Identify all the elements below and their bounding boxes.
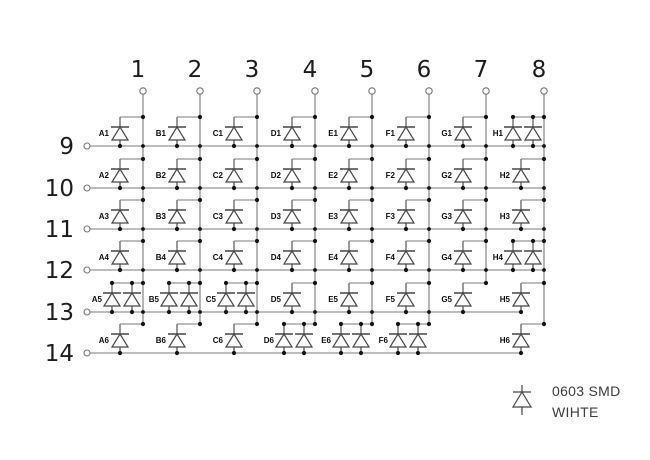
diode-triangle: [525, 127, 541, 140]
junction-dot: [290, 227, 294, 231]
junction-dot: [531, 144, 535, 148]
junction-dot: [370, 186, 374, 190]
cell-label-E4: E4: [328, 253, 338, 262]
junction-dot: [511, 144, 515, 148]
diode-triangle: [455, 210, 471, 223]
junction-dot: [313, 198, 317, 202]
junction-dot: [370, 144, 374, 148]
diode-triangle: [390, 334, 406, 347]
junction-dot: [511, 115, 515, 119]
junction-dot: [347, 268, 351, 272]
junction-dot: [224, 281, 228, 285]
junction-dot: [347, 186, 351, 190]
junction-dot: [370, 157, 374, 161]
junction-dot: [370, 310, 374, 314]
legend-part-number: 0603 SMD: [552, 383, 621, 399]
junction-dot: [110, 281, 114, 285]
diode-triangle: [513, 210, 529, 223]
cell-label-D5: D5: [270, 295, 281, 304]
junction-dot: [118, 268, 122, 272]
junction-dot: [370, 268, 374, 272]
cell-label-G4: G4: [441, 253, 452, 262]
junction-dot: [359, 351, 363, 355]
junction-dot: [339, 351, 343, 355]
junction-dot: [141, 157, 145, 161]
junction-dot: [427, 268, 431, 272]
junction-dot: [244, 310, 248, 314]
junction-dot: [232, 268, 236, 272]
junction-dot: [255, 322, 259, 326]
cell-label-E6: E6: [321, 336, 331, 345]
junction-dot: [347, 144, 351, 148]
junction-dot: [461, 144, 465, 148]
junction-dot: [255, 281, 259, 285]
junction-dot: [224, 310, 228, 314]
diode-triangle: [513, 293, 529, 306]
junction-dot: [461, 310, 465, 314]
junction-dot: [141, 322, 145, 326]
junction-dot: [255, 239, 259, 243]
diode-triangle: [112, 127, 128, 140]
diode-triangle: [284, 293, 300, 306]
row-pin-number: 12: [44, 258, 74, 284]
junction-dot: [484, 115, 488, 119]
junction-dot: [141, 281, 145, 285]
column-pin-number: 7: [473, 57, 489, 83]
row-terminal: [84, 350, 90, 356]
junction-dot: [167, 310, 171, 314]
junction-dot: [130, 281, 134, 285]
junction-dot: [542, 198, 546, 202]
junction-dot: [232, 351, 236, 355]
junction-dot: [290, 268, 294, 272]
diode-triangle: [226, 334, 242, 347]
diode-triangle: [410, 334, 426, 347]
junction-dot: [313, 227, 317, 231]
junction-dot: [370, 281, 374, 285]
cell-label-E3: E3: [328, 212, 338, 221]
junction-dot: [175, 186, 179, 190]
row-pin-number: 10: [44, 176, 74, 202]
column-pin-number: 5: [359, 57, 375, 83]
junction-dot: [198, 227, 202, 231]
junction-dot: [313, 157, 317, 161]
row-pin-number: 14: [44, 341, 74, 367]
diode-triangle: [169, 169, 185, 182]
junction-dot: [370, 115, 374, 119]
diode-triangle: [353, 334, 369, 347]
diode-symbol-icon: [503, 384, 541, 420]
junction-dot: [118, 144, 122, 148]
cell-label-A4: A4: [98, 253, 109, 262]
diode-triangle: [525, 251, 541, 264]
cell-label-H2: H2: [499, 171, 510, 180]
diode-triangle: [296, 334, 312, 347]
cell-label-B2: B2: [155, 171, 166, 180]
column-pin-number: 4: [302, 57, 318, 83]
diode-triangle: [455, 251, 471, 264]
column-terminal: [369, 88, 375, 94]
diode-triangle: [341, 127, 357, 140]
junction-dot: [519, 186, 523, 190]
legend-color-label: WIHTE: [552, 404, 599, 420]
diode-triangle: [455, 127, 471, 140]
junction-dot: [404, 268, 408, 272]
junction-dot: [198, 157, 202, 161]
junction-dot: [175, 268, 179, 272]
diode-triangle: [505, 127, 521, 140]
column-pin-number: 2: [187, 57, 203, 83]
junction-dot: [255, 144, 259, 148]
junction-dot: [141, 239, 145, 243]
junction-dot: [255, 268, 259, 272]
cell-label-G5: G5: [441, 295, 452, 304]
column-terminal: [426, 88, 432, 94]
junction-dot: [484, 281, 488, 285]
junction-dot: [313, 115, 317, 119]
diode-triangle: [341, 293, 357, 306]
junction-dot: [427, 198, 431, 202]
junction-dot: [542, 157, 546, 161]
diode-triangle: [513, 169, 529, 182]
junction-dot: [244, 281, 248, 285]
junction-dot: [255, 186, 259, 190]
diode-triangle: [226, 251, 242, 264]
diode-triangle: [226, 169, 242, 182]
junction-dot: [302, 322, 306, 326]
junction-dot: [313, 310, 317, 314]
junction-dot: [232, 227, 236, 231]
cell-label-F6: F6: [378, 336, 388, 345]
diode-triangle: [505, 251, 521, 264]
diode-triangle: [112, 334, 128, 347]
column-terminal: [483, 88, 489, 94]
row-pin-number: 9: [59, 134, 74, 160]
diode-triangle: [284, 127, 300, 140]
junction-dot: [370, 322, 374, 326]
junction-dot: [339, 322, 343, 326]
diode-triangle: [341, 210, 357, 223]
cell-label-E5: E5: [328, 295, 338, 304]
junction-dot: [511, 268, 515, 272]
junction-dot: [461, 227, 465, 231]
diode-triangle: [276, 334, 292, 347]
row-terminal: [84, 267, 90, 273]
junction-dot: [519, 310, 523, 314]
cell-label-G3: G3: [441, 212, 452, 221]
cell-label-H3: H3: [499, 212, 510, 221]
cell-label-F1: F1: [385, 129, 395, 138]
junction-dot: [542, 281, 546, 285]
cell-label-F2: F2: [385, 171, 395, 180]
diode-triangle: [104, 293, 120, 306]
diode-triangle: [169, 251, 185, 264]
cell-label-A6: A6: [98, 336, 109, 345]
diode-triangle: [169, 127, 185, 140]
junction-dot: [484, 144, 488, 148]
diode-triangle: [284, 210, 300, 223]
cell-label-H1: H1: [492, 129, 503, 138]
diode-triangle: [124, 293, 140, 306]
junction-dot: [484, 157, 488, 161]
junction-dot: [255, 198, 259, 202]
junction-dot: [175, 227, 179, 231]
cell-label-C4: C4: [212, 253, 223, 262]
junction-dot: [427, 239, 431, 243]
junction-dot: [198, 144, 202, 148]
junction-dot: [404, 310, 408, 314]
junction-dot: [519, 351, 523, 355]
junction-dot: [370, 198, 374, 202]
junction-dot: [347, 310, 351, 314]
junction-dot: [313, 268, 317, 272]
cell-label-A1: A1: [98, 129, 109, 138]
cell-label-B5: B5: [148, 295, 159, 304]
junction-dot: [370, 239, 374, 243]
junction-dot: [313, 186, 317, 190]
junction-dot: [175, 351, 179, 355]
cell-label-E2: E2: [328, 171, 338, 180]
diode-triangle: [398, 293, 414, 306]
junction-dot: [484, 198, 488, 202]
diode-triangle: [238, 293, 254, 306]
cell-label-B3: B3: [155, 212, 166, 221]
column-pin-number: 6: [416, 57, 432, 83]
junction-dot: [198, 115, 202, 119]
diode-triangle: [398, 210, 414, 223]
junction-dot: [396, 351, 400, 355]
cell-label-D2: D2: [270, 171, 281, 180]
diode-triangle: [226, 127, 242, 140]
diode-triangle: [284, 251, 300, 264]
junction-dot: [198, 186, 202, 190]
junction-dot: [255, 115, 259, 119]
junction-dot: [198, 322, 202, 326]
row-terminal: [84, 143, 90, 149]
cell-label-C5: C5: [205, 295, 216, 304]
cell-label-C6: C6: [212, 336, 223, 345]
cell-label-D3: D3: [270, 212, 281, 221]
cell-label-A5: A5: [91, 295, 102, 304]
diode-triangle: [284, 169, 300, 182]
junction-dot: [282, 322, 286, 326]
cell-label-H6: H6: [499, 336, 510, 345]
junction-dot: [130, 310, 134, 314]
cell-label-B6: B6: [155, 336, 166, 345]
cell-label-C1: C1: [212, 129, 223, 138]
junction-dot: [531, 268, 535, 272]
column-pin-number: 3: [244, 57, 260, 83]
cell-label-C3: C3: [212, 212, 223, 221]
junction-dot: [461, 186, 465, 190]
column-pin-number: 1: [130, 57, 146, 83]
junction-dot: [255, 157, 259, 161]
junction-dot: [302, 351, 306, 355]
column-terminal: [541, 88, 547, 94]
junction-dot: [198, 198, 202, 202]
diode-triangle: [455, 293, 471, 306]
diode-triangle: [169, 210, 185, 223]
cell-label-D1: D1: [270, 129, 281, 138]
junction-dot: [141, 268, 145, 272]
diode-triangle: [112, 251, 128, 264]
junction-dot: [187, 281, 191, 285]
junction-dot: [232, 144, 236, 148]
junction-dot: [531, 239, 535, 243]
cell-label-F3: F3: [385, 212, 395, 221]
junction-dot: [519, 227, 523, 231]
junction-dot: [313, 144, 317, 148]
diode-triangle: [226, 210, 242, 223]
diode-triangle: [112, 210, 128, 223]
diode-triangle: [455, 169, 471, 182]
diode-triangle: [161, 293, 177, 306]
row-pin-number: 11: [44, 217, 74, 243]
junction-dot: [542, 115, 546, 119]
cell-label-F4: F4: [385, 253, 395, 262]
junction-dot: [313, 239, 317, 243]
junction-dot: [484, 239, 488, 243]
diode-triangle: [398, 251, 414, 264]
junction-dot: [427, 157, 431, 161]
junction-dot: [118, 186, 122, 190]
junction-dot: [531, 115, 535, 119]
column-pin-number: 8: [531, 57, 547, 83]
junction-dot: [118, 351, 122, 355]
junction-dot: [542, 322, 546, 326]
junction-dot: [187, 310, 191, 314]
junction-dot: [461, 268, 465, 272]
diode-triangle: [398, 169, 414, 182]
cell-label-B4: B4: [155, 253, 166, 262]
junction-dot: [511, 239, 515, 243]
column-terminal: [140, 88, 146, 94]
junction-dot: [290, 186, 294, 190]
junction-dot: [290, 310, 294, 314]
junction-dot: [118, 227, 122, 231]
cell-label-D4: D4: [270, 253, 281, 262]
junction-dot: [542, 144, 546, 148]
junction-dot: [232, 186, 236, 190]
junction-dot: [427, 186, 431, 190]
row-terminal: [84, 185, 90, 191]
cell-label-H4: H4: [492, 253, 503, 262]
cell-label-C2: C2: [212, 171, 223, 180]
junction-dot: [175, 144, 179, 148]
diode-triangle: [398, 127, 414, 140]
junction-dot: [542, 239, 546, 243]
diode-triangle: [112, 169, 128, 182]
junction-dot: [427, 115, 431, 119]
cell-label-D6: D6: [263, 336, 274, 345]
junction-dot: [542, 186, 546, 190]
row-terminal: [84, 226, 90, 232]
column-terminal: [197, 88, 203, 94]
junction-dot: [141, 115, 145, 119]
junction-dot: [255, 227, 259, 231]
junction-dot: [484, 227, 488, 231]
column-terminal: [254, 88, 260, 94]
junction-dot: [198, 268, 202, 272]
junction-dot: [416, 351, 420, 355]
cell-label-G1: G1: [441, 129, 452, 138]
junction-dot: [542, 227, 546, 231]
junction-dot: [404, 186, 408, 190]
row-pin-number: 13: [44, 300, 74, 326]
junction-dot: [313, 322, 317, 326]
column-terminal: [312, 88, 318, 94]
cell-label-B1: B1: [155, 129, 166, 138]
junction-dot: [282, 351, 286, 355]
junction-dot: [347, 227, 351, 231]
cell-label-F5: F5: [385, 295, 395, 304]
row-terminal: [84, 309, 90, 315]
junction-dot: [542, 268, 546, 272]
junction-dot: [198, 281, 202, 285]
junction-dot: [167, 281, 171, 285]
diode-triangle: [169, 334, 185, 347]
diode-triangle: [181, 293, 197, 306]
junction-dot: [141, 310, 145, 314]
junction-dot: [427, 227, 431, 231]
junction-dot: [404, 144, 408, 148]
junction-dot: [198, 239, 202, 243]
cell-label-E1: E1: [328, 129, 338, 138]
cell-label-A3: A3: [98, 212, 109, 221]
junction-dot: [484, 268, 488, 272]
diode-triangle: [341, 251, 357, 264]
diode-triangle: [513, 334, 529, 347]
junction-dot: [141, 186, 145, 190]
junction-dot: [141, 144, 145, 148]
junction-dot: [404, 227, 408, 231]
junction-dot: [110, 310, 114, 314]
diode-triangle: [333, 334, 349, 347]
junction-dot: [290, 144, 294, 148]
cell-label-G2: G2: [441, 171, 452, 180]
junction-dot: [396, 322, 400, 326]
junction-dot: [427, 281, 431, 285]
cell-label-H5: H5: [499, 295, 510, 304]
junction-dot: [141, 198, 145, 202]
cell-label-A2: A2: [98, 171, 109, 180]
junction-dot: [141, 227, 145, 231]
diode-triangle: [218, 293, 234, 306]
junction-dot: [370, 227, 374, 231]
legend: [503, 381, 621, 423]
junction-dot: [255, 310, 259, 314]
junction-dot: [198, 310, 202, 314]
junction-dot: [427, 322, 431, 326]
junction-dot: [427, 144, 431, 148]
junction-dot: [427, 310, 431, 314]
junction-dot: [313, 281, 317, 285]
junction-dot: [416, 322, 420, 326]
junction-dot: [484, 186, 488, 190]
diode-triangle: [341, 169, 357, 182]
junction-dot: [359, 322, 363, 326]
